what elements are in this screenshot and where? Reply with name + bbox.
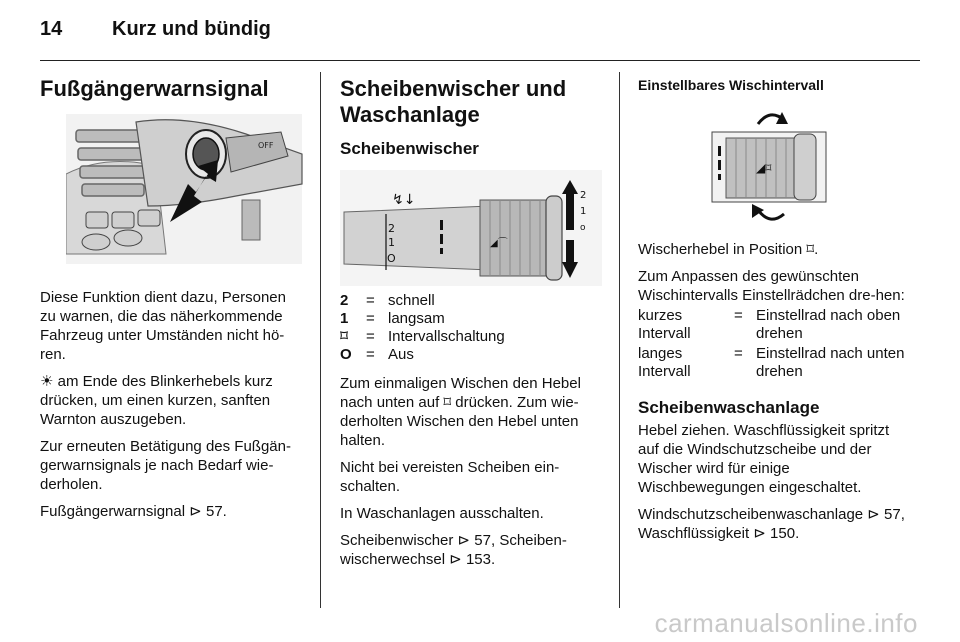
sub-heading: Scheibenwischer — [340, 139, 479, 158]
legend-row: ⌑ = Intervallschaltung — [340, 328, 505, 345]
page-number: 14 — [40, 18, 63, 40]
svg-text:o: o — [580, 223, 586, 233]
paragraph: In Waschanlagen ausschalten. — [340, 505, 544, 522]
legend-row: 1 = langsam — [340, 310, 445, 327]
svg-text:◢⌑: ◢⌑ — [756, 161, 772, 175]
column-wiper-interval — [638, 76, 908, 551]
svg-text:↯↓: ↯↓ — [392, 192, 416, 208]
svg-text:2: 2 — [580, 190, 587, 201]
svg-text:1: 1 — [580, 206, 587, 217]
watermark: carmanualsonline.info — [654, 608, 918, 638]
wiper-stalk-illustration — [340, 170, 602, 286]
page-title: Kurz und bündig — [112, 18, 271, 40]
section-heading: Scheibenwischer und Waschanlage — [340, 76, 567, 127]
column-wipers — [340, 76, 602, 577]
header-rule — [40, 60, 920, 61]
section-heading: Einstellbares Wischintervall — [638, 77, 824, 93]
paragraph: Diese Funktion dient dazu, Personen zu warnen, die das näherkommende Fahrzeug unter Umständen nicht hö-ren. — [40, 289, 286, 363]
paragraph: Zum Anpassen des gewünschten Wischintervalls Einstellrädchen dre-hen: — [638, 268, 905, 304]
interval-legend — [638, 307, 908, 383]
sub-heading: Scheibenwaschanlage — [638, 398, 820, 417]
svg-text:OFF: OFF — [258, 141, 274, 150]
interval-ring-illustration — [638, 106, 900, 226]
section-heading: Fußgängerwarnsignal — [40, 76, 269, 101]
column-pedestrian-signal — [40, 76, 302, 529]
stalk-label-2: 2 — [388, 222, 395, 235]
legend-row: langes Intervall = Einstellrad nach unten drehen — [638, 345, 905, 380]
paragraph: Zur erneuten Betätigung des Fußgän-gerwarnsignals je nach Bedarf wie-derholen. — [40, 438, 291, 493]
svg-text:◢⌒: ◢⌒ — [490, 238, 508, 249]
legend-row: 2 = schnell — [340, 292, 435, 309]
dashboard-stalk-illustration — [66, 114, 328, 264]
paragraph: Hebel ziehen. Waschflüssigkeit spritzt auf die Windschutzscheibe und der Wischer wird für einige Wischbewegungen eingeschaltet. — [638, 422, 890, 496]
wiper-legend — [340, 292, 505, 364]
cross-reference: Windschutzscheibenwaschanlage ⊳ 57, Waschflüssigkeit ⊳ 150. — [638, 506, 905, 542]
cross-reference: Scheibenwischer ⊳ 57, Scheiben-wischerwechsel ⊳ 153. — [340, 532, 567, 568]
paragraph: ☀ am Ende des Blinkerhebels kurz drücken, um einen kurzen, sanften Warnton auszugeben. — [40, 373, 273, 428]
page-header — [40, 18, 271, 41]
paragraph: Wischerhebel in Position ⌑. — [638, 241, 819, 258]
paragraph: Nicht bei vereisten Scheiben ein-schalten. — [340, 459, 560, 495]
cross-reference: Fußgängerwarnsignal ⊳ 57. — [40, 503, 227, 520]
legend-row: O = Aus — [340, 346, 414, 363]
paragraph: Zum einmaligen Wischen den Hebel nach unten auf ⌑ drücken. Zum wie-derholten Wischen den Hebel unten halten. — [340, 375, 581, 449]
legend-row: kurzes Intervall = Einstellrad nach oben drehen — [638, 307, 901, 342]
stalk-label-o: O — [387, 252, 396, 265]
column-divider-2 — [619, 72, 620, 608]
stalk-label-1: 1 — [388, 236, 395, 249]
